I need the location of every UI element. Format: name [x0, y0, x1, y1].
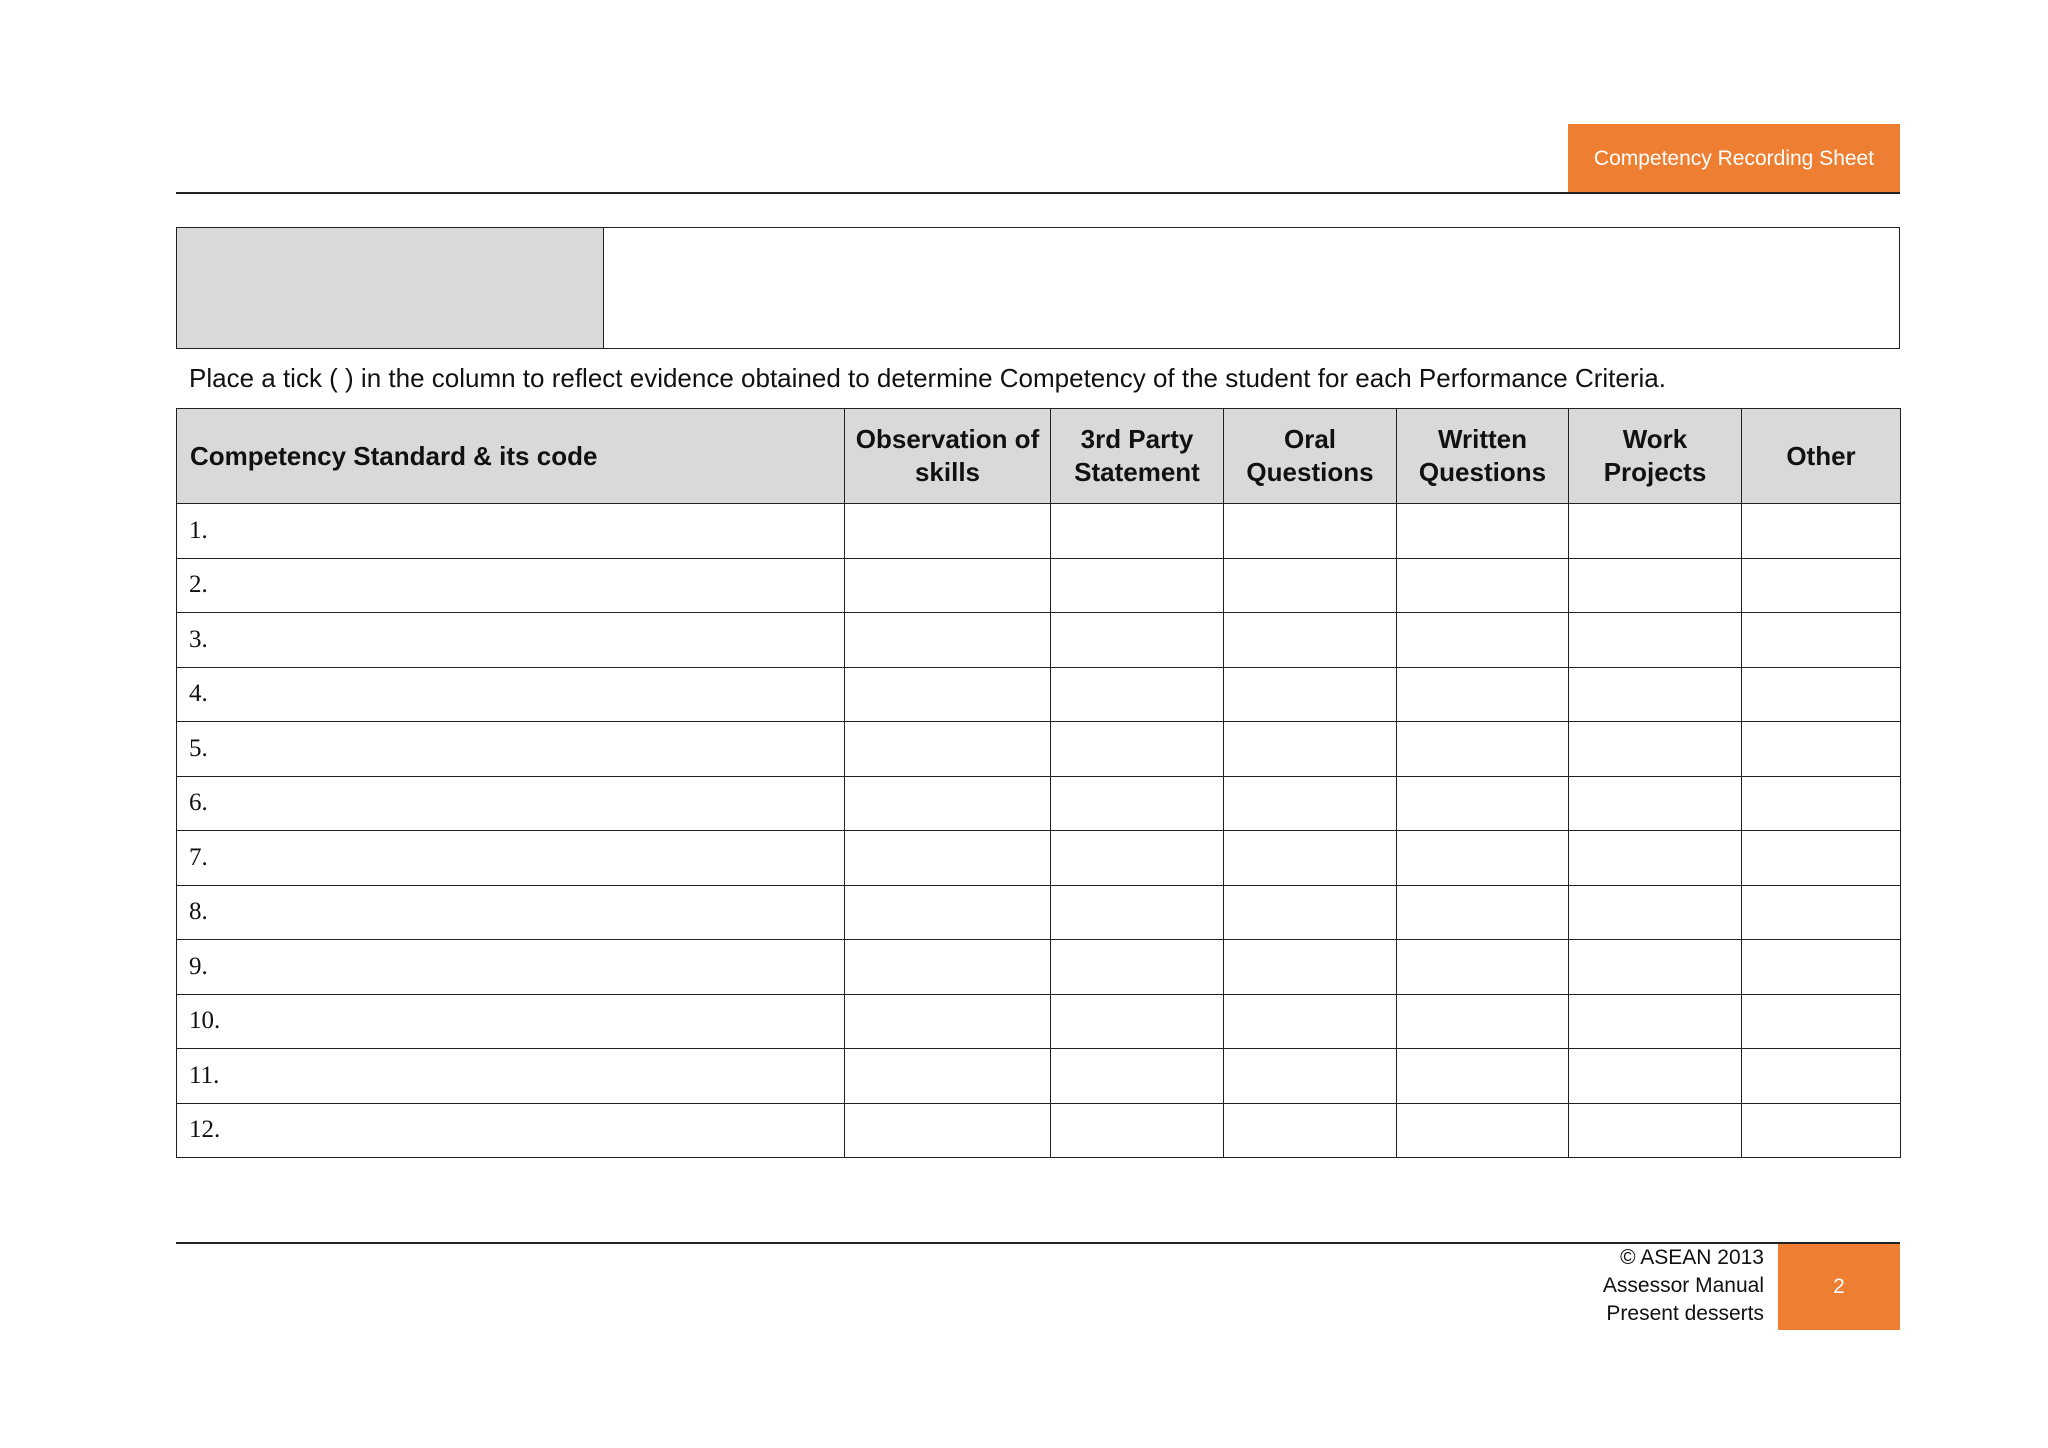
tick-cell-oral-questions[interactable] — [1224, 504, 1397, 559]
tick-cell-work-projects[interactable] — [1569, 613, 1742, 668]
tick-cell-observation[interactable] — [845, 504, 1051, 559]
tick-cell-third-party[interactable] — [1051, 613, 1224, 668]
tick-cell-oral-questions[interactable] — [1224, 558, 1397, 613]
table-row — [177, 940, 1901, 995]
tick-cell-other[interactable] — [1742, 776, 1901, 831]
page-number: 2 — [1778, 1244, 1900, 1330]
tick-cell-written-questions[interactable] — [1397, 667, 1569, 722]
tick-cell-third-party[interactable] — [1051, 558, 1224, 613]
header-tab: Competency Recording Sheet — [1568, 124, 1900, 193]
instruction-text: Place a tick ( ) in the column to reflect evidence obtained to determine Competency of the student for each Performance Criteria. — [189, 363, 1666, 393]
table-row — [177, 1103, 1901, 1158]
tick-cell-written-questions[interactable] — [1397, 994, 1569, 1049]
tick-cell-third-party[interactable] — [1051, 722, 1224, 777]
tick-cell-observation[interactable] — [845, 831, 1051, 886]
row-number-cell[interactable]: 6. — [177, 776, 845, 831]
table-row — [177, 1049, 1901, 1104]
footer-unit: Present desserts — [1606, 1302, 1764, 1325]
row-number-cell[interactable]: 4. — [177, 667, 845, 722]
row-number-cell[interactable]: 10. — [177, 994, 845, 1049]
tick-cell-work-projects[interactable] — [1569, 722, 1742, 777]
tick-cell-third-party[interactable] — [1051, 667, 1224, 722]
column-header-competency-standard: Competency Standard & its code — [177, 409, 845, 504]
tick-cell-work-projects[interactable] — [1569, 558, 1742, 613]
tick-cell-other[interactable] — [1742, 885, 1901, 940]
tick-cell-oral-questions[interactable] — [1224, 1103, 1397, 1158]
tick-cell-other[interactable] — [1742, 504, 1901, 559]
tick-cell-observation[interactable] — [845, 667, 1051, 722]
tick-cell-other[interactable] — [1742, 831, 1901, 886]
tick-cell-oral-questions[interactable] — [1224, 994, 1397, 1049]
table-row — [177, 667, 1901, 722]
tick-cell-written-questions[interactable] — [1397, 558, 1569, 613]
tick-cell-third-party[interactable] — [1051, 994, 1224, 1049]
tick-cell-observation[interactable] — [845, 940, 1051, 995]
tick-cell-work-projects[interactable] — [1569, 1103, 1742, 1158]
table-row — [177, 504, 1901, 559]
tick-cell-written-questions[interactable] — [1397, 831, 1569, 886]
tick-cell-work-projects[interactable] — [1569, 885, 1742, 940]
row-number-cell[interactable]: 11. — [177, 1049, 845, 1104]
column-header-third-party: 3rd Party Statement — [1051, 409, 1224, 504]
tick-cell-observation[interactable] — [845, 1049, 1051, 1104]
tick-cell-oral-questions[interactable] — [1224, 613, 1397, 668]
table-body — [177, 504, 1901, 1158]
tick-cell-observation[interactable] — [845, 558, 1051, 613]
table-row — [177, 776, 1901, 831]
table-row — [177, 885, 1901, 940]
table-header-row — [177, 409, 1901, 504]
tick-cell-work-projects[interactable] — [1569, 776, 1742, 831]
tick-cell-oral-questions[interactable] — [1224, 885, 1397, 940]
row-number-cell[interactable]: 7. — [177, 831, 845, 886]
tick-cell-observation[interactable] — [845, 722, 1051, 777]
tick-cell-work-projects[interactable] — [1569, 940, 1742, 995]
row-number-cell[interactable]: 8. — [177, 885, 845, 940]
tick-cell-other[interactable] — [1742, 613, 1901, 668]
tick-cell-other[interactable] — [1742, 940, 1901, 995]
tick-cell-observation[interactable] — [845, 776, 1051, 831]
tick-cell-other[interactable] — [1742, 1049, 1901, 1104]
unit-title-box — [176, 227, 1900, 349]
tick-cell-other[interactable] — [1742, 1103, 1901, 1158]
tick-cell-oral-questions[interactable] — [1224, 722, 1397, 777]
tick-cell-oral-questions[interactable] — [1224, 1049, 1397, 1104]
column-header-oral-questions: Oral Questions — [1224, 409, 1397, 504]
row-number-cell[interactable]: 3. — [177, 613, 845, 668]
tick-cell-work-projects[interactable] — [1569, 504, 1742, 559]
tick-cell-third-party[interactable] — [1051, 831, 1224, 886]
tick-cell-other[interactable] — [1742, 722, 1901, 777]
tick-cell-third-party[interactable] — [1051, 1103, 1224, 1158]
unit-title-label-cell — [177, 228, 604, 348]
table-row — [177, 831, 1901, 886]
tick-cell-written-questions[interactable] — [1397, 722, 1569, 777]
tick-cell-work-projects[interactable] — [1569, 667, 1742, 722]
tick-cell-observation[interactable] — [845, 885, 1051, 940]
row-number-cell[interactable]: 1. — [177, 504, 845, 559]
table-row — [177, 558, 1901, 613]
tick-cell-written-questions[interactable] — [1397, 1049, 1569, 1104]
row-number-cell[interactable]: 9. — [177, 940, 845, 995]
column-header-written-questions: Written Questions — [1397, 409, 1569, 504]
tick-cell-other[interactable] — [1742, 667, 1901, 722]
tick-cell-work-projects[interactable] — [1569, 1049, 1742, 1104]
row-number-cell[interactable]: 12. — [177, 1103, 845, 1158]
header-rule — [176, 192, 1900, 194]
tick-cell-third-party[interactable] — [1051, 940, 1224, 995]
tick-cell-work-projects[interactable] — [1569, 831, 1742, 886]
tick-cell-oral-questions[interactable] — [1224, 940, 1397, 995]
table-row — [177, 613, 1901, 668]
tick-cell-other[interactable] — [1742, 994, 1901, 1049]
tick-cell-written-questions[interactable] — [1397, 885, 1569, 940]
tick-cell-observation[interactable] — [845, 613, 1051, 668]
tick-cell-written-questions[interactable] — [1397, 613, 1569, 668]
tick-cell-work-projects[interactable] — [1569, 994, 1742, 1049]
tick-cell-third-party[interactable] — [1051, 504, 1224, 559]
tick-cell-written-questions[interactable] — [1397, 1103, 1569, 1158]
competency-table — [176, 408, 1901, 1158]
table-row — [177, 994, 1901, 1049]
tick-cell-written-questions[interactable] — [1397, 776, 1569, 831]
footer-text — [1603, 1244, 1764, 1328]
tick-cell-oral-questions[interactable] — [1224, 667, 1397, 722]
tick-cell-third-party[interactable] — [1051, 885, 1224, 940]
row-number-cell[interactable]: 2. — [177, 558, 845, 613]
tick-cell-observation[interactable] — [845, 1103, 1051, 1158]
tick-cell-written-questions[interactable] — [1397, 504, 1569, 559]
tick-cell-observation[interactable] — [845, 994, 1051, 1049]
table-row — [177, 722, 1901, 777]
footer-manual: Assessor Manual — [1602, 1274, 1764, 1297]
tick-cell-oral-questions[interactable] — [1224, 776, 1397, 831]
column-header-observation: Observation of skills — [845, 409, 1051, 504]
column-header-other: Other — [1742, 409, 1901, 504]
column-header-work-projects: Work Projects — [1569, 409, 1742, 504]
footer-copyright: © ASEAN 2013 — [1620, 1246, 1764, 1269]
tick-cell-oral-questions[interactable] — [1224, 831, 1397, 886]
row-number-cell[interactable]: 5. — [177, 722, 845, 777]
tick-cell-third-party[interactable] — [1051, 776, 1224, 831]
tick-cell-other[interactable] — [1742, 558, 1901, 613]
tick-cell-written-questions[interactable] — [1397, 940, 1569, 995]
tick-cell-third-party[interactable] — [1051, 1049, 1224, 1104]
unit-title-value-cell[interactable] — [604, 228, 1899, 348]
